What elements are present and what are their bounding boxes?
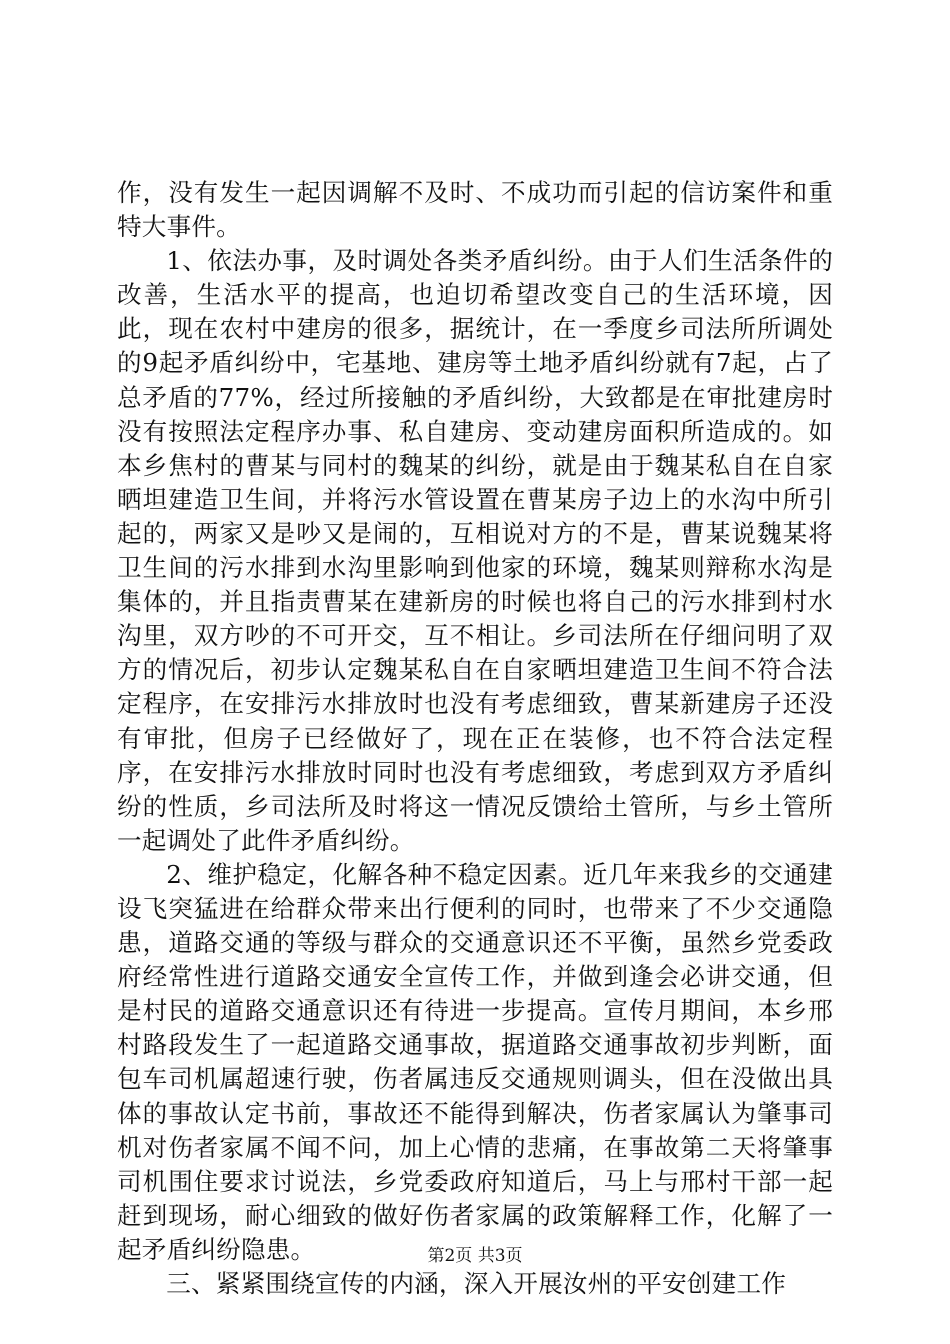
page-number-footer: 第2页 共3页: [427, 1246, 523, 1266]
paragraph-continuation: 作，没有发生一起因调解不及时、不成功而引起的信访案件和重特大事件。: [117, 178, 833, 242]
paragraph-item-1: 1、依法办事，及时调处各类矛盾纠纷。由于人们生活条件的改善，生活水平的提高，也迫切希望改变自己的生活环境，因此，现在农村中建房的很多，据统计，在一季度乡司法所所调处的9起矛盾纠纷中，宅基地、建房等土地矛盾纠纷就有7起，占了总矛盾的77%，经过所接触的矛盾纠纷，大致都是在审批建房时没有按照法定程序办事、私自建房、变动建房面积所造成的。如本乡焦村的曹某与同村的魏某的纠纷，就是由于魏某私自在自家晒坦建造卫生间，并将污水管设置在曹某房子边上的水沟中所引起的，两家又是吵又是闹的，互相说对方的不是，曹某说魏某将卫生间的污水排到水沟里影响到他家的环境，魏某则辩称水沟是集体的，并且指责曹某在建新房的时候也将自己的污水排到村水沟里，双方吵的不可开交，互不相让。乡司法所在仔细问明了双方的情况后，初步认定魏某私自在自家晒坦建造卫生间不符合法定程序，在安排污水排放时也没有考虑细致，曹某新建房子还没有审批，但房子已经做好了，现在正在装修，也不符合法定程序，在安排污水排放时同时也没有考虑细致，考虑到双方矛盾纠纷的性质，乡司法所及时将这一情况反馈给土管所，与乡土管所一起调处了此件矛盾纠纷。: [117, 246, 833, 855]
paragraph-item-2: 2、维护稳定，化解各种不稳定因素。近几年来我乡的交通建设飞突猛进在给群众带来出行便利的同时，也带来了不少交通隐患，道路交通的等级与群众的交通意识还不平衡，虽然乡党委政府经常性进行道路交通安全宣传工作，并做到逢会必讲交通，但是村民的道路交通意识还有待进一步提高。宣传月期间，本乡邢村路段发生了一起道路交通事故，据道路交通事故初步判断，面包车司机属超速行驶，伤者属违反交通规则调头，但在没做出具体的事故认定书前，事故还不能得到解决，伤者家属认为肇事司机对伤者家属不闻不问，加上心情的悲痛，在事故第二天将肇事司机围住要求讨说法，乡党委政府知道后，马上与邢村干部一起赶到现场，耐心细致的做好伤者家属的政策解释工作，化解了一起矛盾纠纷隐患。: [117, 859, 833, 1264]
document-body: [117, 176, 833, 1301]
section-heading-3: 三、紧紧围绕宣传的内涵，深入开展汝州的平安创建工作: [166, 1269, 787, 1298]
